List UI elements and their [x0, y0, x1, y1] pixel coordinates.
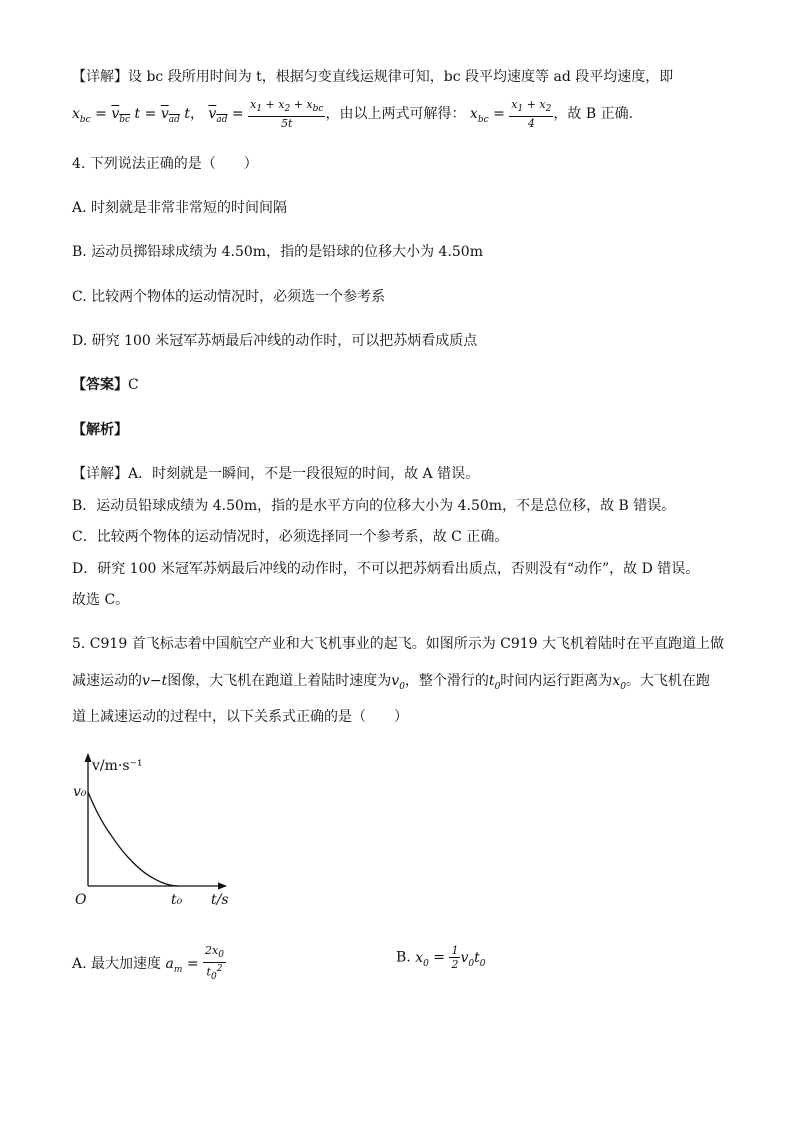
velocity-curve: [88, 792, 178, 886]
q5-option-a: A. 最大加速度 $a_m$ = $\frac{2x_0}{t_0^2}$: [72, 944, 224, 983]
q4-analysis-label: 【解析】: [72, 422, 128, 438]
q5-line2d: 时间内运行距离为: [500, 673, 613, 689]
answer-label: 【答案】: [72, 377, 128, 393]
q4-detail-c: C．比较两个物体的运动情况时，必须选择同一个参考系，故 C 正确。: [72, 529, 509, 545]
q4-option-d: D. 研究 100 米冠军苏炳最后冲线的动作时，可以把苏炳看成质点: [72, 333, 478, 349]
x-axis-label: t/s: [211, 892, 229, 908]
q5-option-b: B. $x_0$ = $\frac{1}{2}$ $v_0t_0$: [396, 944, 486, 971]
q3-detail-formula: $x_{bc} = v_{bc}$ $t = v_{ad}$ t， $v_{ad}$ = $\frac{x_1 + x_2 + x_{bc}}{5t}$ ，由以上两式可解得： $x_{bc}$ = $\frac{x_1 + x_2}{4}$ ，故 B 正确.: [72, 98, 634, 131]
answer-value: C: [128, 377, 139, 393]
q4-detail-choice: 故选 C。: [72, 592, 130, 608]
q4-detail-b: B．运动员铅球成绩为 4.50m，指的是水平方向的位移大小为 4.50m，不是总位移，故 B 错误。: [72, 498, 676, 514]
q4-option-b: B. 运动员掷铅球成绩为 4.50m，指的是铅球的位移大小为 4.50m: [72, 244, 483, 260]
q3-formula-tail: ，由以上两式可解得：: [325, 106, 466, 123]
q4-detail-a: 【详解】A．时刻就是一瞬间，不是一段很短的时间，故 A 错误。: [72, 466, 480, 482]
q3-detail-line1: 【详解】设 bc 段所用时间为 t，根据匀变直线运规律可知，bc 段平均速度等 ad 段平均速度，即: [72, 69, 674, 85]
vt-graph: [68, 748, 268, 913]
q5-option-b-label: B.: [396, 949, 411, 966]
q4-option-c: C. 比较两个物体的运动情况时，必须选一个参考系: [72, 289, 386, 305]
q4-option-a: A. 时刻就是非常非常短的时间间隔: [72, 200, 288, 216]
y-tick-v0: v₀: [73, 784, 87, 800]
origin-label: O: [75, 892, 87, 908]
q4-answer: [72, 374, 139, 396]
y-axis-label: v/m·s⁻¹: [92, 758, 143, 774]
x-tick-t0: t₀: [171, 892, 183, 908]
q4-stem: 4. 下列说法正确的是（ ）: [72, 156, 258, 172]
q5-line2a: 减速运动的: [72, 673, 142, 689]
q5-line1: 5. C919 首飞标志着中国航空产业和大飞机事业的起飞。如图所示为 C919 大飞机着陆时在平直跑道上做: [72, 636, 725, 652]
q5-line3: 道上减速运动的过程中，以下关系式正确的是（ ）: [72, 709, 408, 725]
q3-conclusion: ，故 B 正确.: [553, 106, 634, 123]
q5-line2: 减速运动的v−t图像，大飞机在跑道上着陆时速度为$v_0$，整个滑行的$t_0$时间内运行距离为$x_0$。大飞机在跑: [72, 673, 710, 692]
q4-detail-d: D．研究 100 米冠军苏炳最后冲线的动作时，不可以把苏炳看出质点，否则没有“动作”，故 D 错误。: [72, 561, 700, 577]
q5-line2c: ，整个滑行的: [404, 673, 489, 689]
q5-line2e: 。大飞机在跑: [625, 673, 710, 689]
q5-option-a-label: A. 最大加速度: [72, 956, 162, 973]
q5-line2b: 图像，大飞机在跑道上着陆时速度为: [167, 673, 392, 689]
